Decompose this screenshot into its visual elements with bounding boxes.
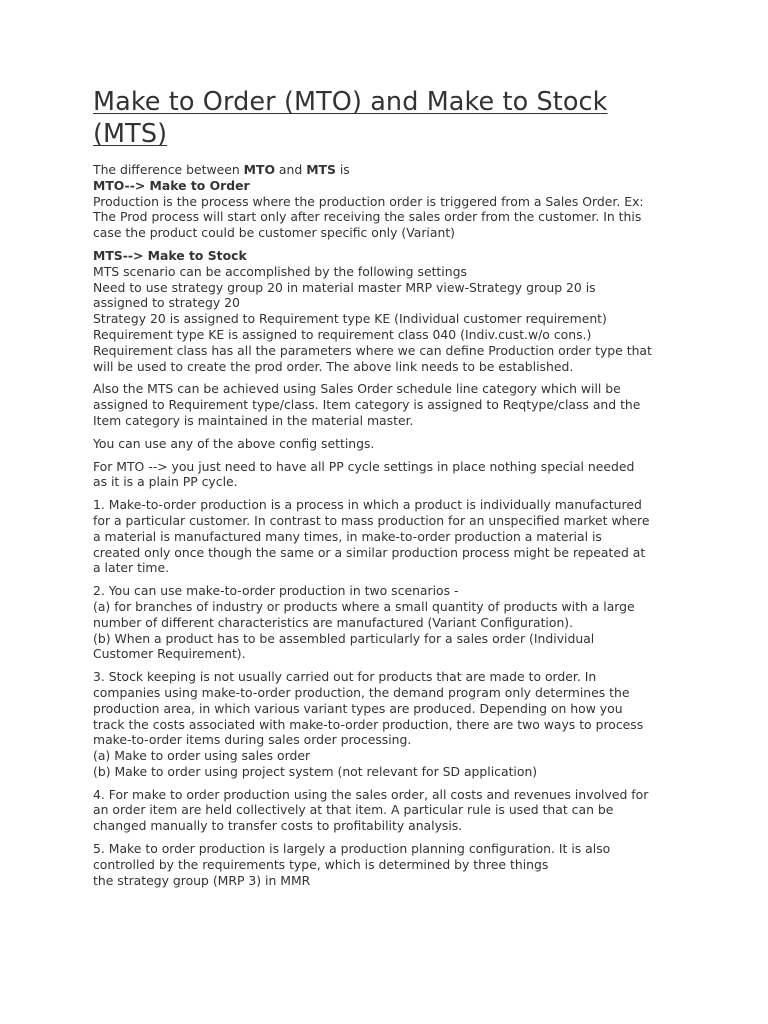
paragraph <box>93 583 683 662</box>
text-line: will be used to create the prod order. The above link needs to be established. <box>93 358 574 374</box>
mts-section <box>93 248 683 374</box>
document-page <box>93 86 683 895</box>
mto-section <box>93 162 683 241</box>
intro-mts-term: MTS <box>306 162 336 177</box>
mts-heading: MTS--> Make to Stock <box>93 247 247 263</box>
text-line: a material is manufactured many times, in make-to-order production a material is <box>93 528 602 544</box>
text-line: Need to use strategy group 20 in material master MRP view-Strategy group 20 is <box>93 279 596 295</box>
paragraph <box>93 459 683 491</box>
text-line: Customer Requirement). <box>93 646 246 662</box>
text-line: Production is the process where the production order is triggered from a Sales Order. Ex: <box>93 193 644 209</box>
intro-suffix: is <box>335 162 350 177</box>
text-line: You can use any of the above config settings. <box>93 435 375 451</box>
page-title: Make to Order (MTO) and Make to Stock (MTS) <box>93 87 608 149</box>
text-line: Item category is maintained in the material master. <box>93 412 414 428</box>
text-line: changed manually to transfer costs to profitability analysis. <box>93 818 463 834</box>
text-line: for a particular customer. In contrast to mass production for an unspecified market where <box>93 512 650 528</box>
text-line: (a) Make to order using sales order <box>93 748 311 764</box>
text-line: assigned to Requirement type/class. Item category is assigned to Reqtype/class and the <box>93 397 641 413</box>
text-line: an order item are held collectively at that item. A particular rule is used that can be <box>93 802 614 818</box>
text-line: 2. You can use make-to-order production in two scenarios - <box>93 583 459 599</box>
text-line: assigned to strategy 20 <box>93 295 240 311</box>
text-line: 3. Stock keeping is not usually carried out for products that are made to order. In <box>93 669 597 685</box>
text-line: (a) for branches of industry or products where a small quantity of products with a large <box>93 598 635 614</box>
mts-description <box>93 264 683 375</box>
text-line: Strategy 20 is assigned to Requirement type KE (Individual customer requirement) <box>93 311 607 327</box>
paragraph <box>93 787 683 834</box>
text-line: companies using make-to-order production, the demand program only determines the <box>93 684 630 700</box>
paragraph <box>93 381 683 428</box>
text-line: a later time. <box>93 560 170 576</box>
text-line: as it is a plain PP cycle. <box>93 474 238 490</box>
text-line: make-to-order items during sales order processing. <box>93 732 412 748</box>
intro-and: and <box>274 162 307 177</box>
mto-heading: MTO--> Make to Order <box>93 177 250 193</box>
paragraph <box>93 669 683 780</box>
text-line: Also the MTS can be achieved using Sales Order schedule line category which will be <box>93 381 621 397</box>
text-line: Requirement class has all the parameters where we can define Production order type that <box>93 342 652 358</box>
intro-mto-term: MTO <box>243 162 275 177</box>
text-line: 4. For make to order production using the sales order, all costs and revenues involved for <box>93 786 649 802</box>
text-line: MTS scenario can be accomplished by the following settings <box>93 263 467 279</box>
text-line: 5. Make to order production is largely a production planning configuration. It is also <box>93 841 611 857</box>
text-line: For MTO --> you just need to have all PP cycle settings in place nothing special needed <box>93 458 635 474</box>
text-line: number of different characteristics are manufactured (Variant Configuration). <box>93 614 574 630</box>
text-line: Requirement type KE is assigned to requirement class 040 (Indiv.cust.w/o cons.) <box>93 326 592 342</box>
text-line: 1. Make-to-order production is a process in which a product is individually manufactured <box>93 497 642 513</box>
text-line: (b) Make to order using project system (not relevant for SD application) <box>93 763 538 779</box>
body-paragraphs <box>93 381 683 888</box>
text-line: controlled by the requirements type, which is determined by three things <box>93 856 549 872</box>
intro-line <box>93 162 683 178</box>
text-line: the strategy group (MRP 3) in MMR <box>93 872 311 888</box>
text-line: (b) When a product has to be assembled particularly for a sales order (Individual <box>93 630 595 646</box>
text-line: track the costs associated with make-to-order production, there are two ways to process <box>93 716 644 732</box>
text-line: case the product could be customer specific only (Variant) <box>93 225 456 241</box>
mto-description <box>93 194 683 241</box>
paragraph <box>93 497 683 576</box>
text-line: created only once though the same or a similar production process might be repeated at <box>93 544 646 560</box>
intro-prefix: The difference between <box>93 162 244 177</box>
text-line: production area, in which various variant types are produced. Depending on how you <box>93 700 623 716</box>
paragraph <box>93 436 683 452</box>
text-line: The Prod process will start only after receiving the sales order from the customer. In this <box>93 209 642 225</box>
paragraph <box>93 841 683 888</box>
